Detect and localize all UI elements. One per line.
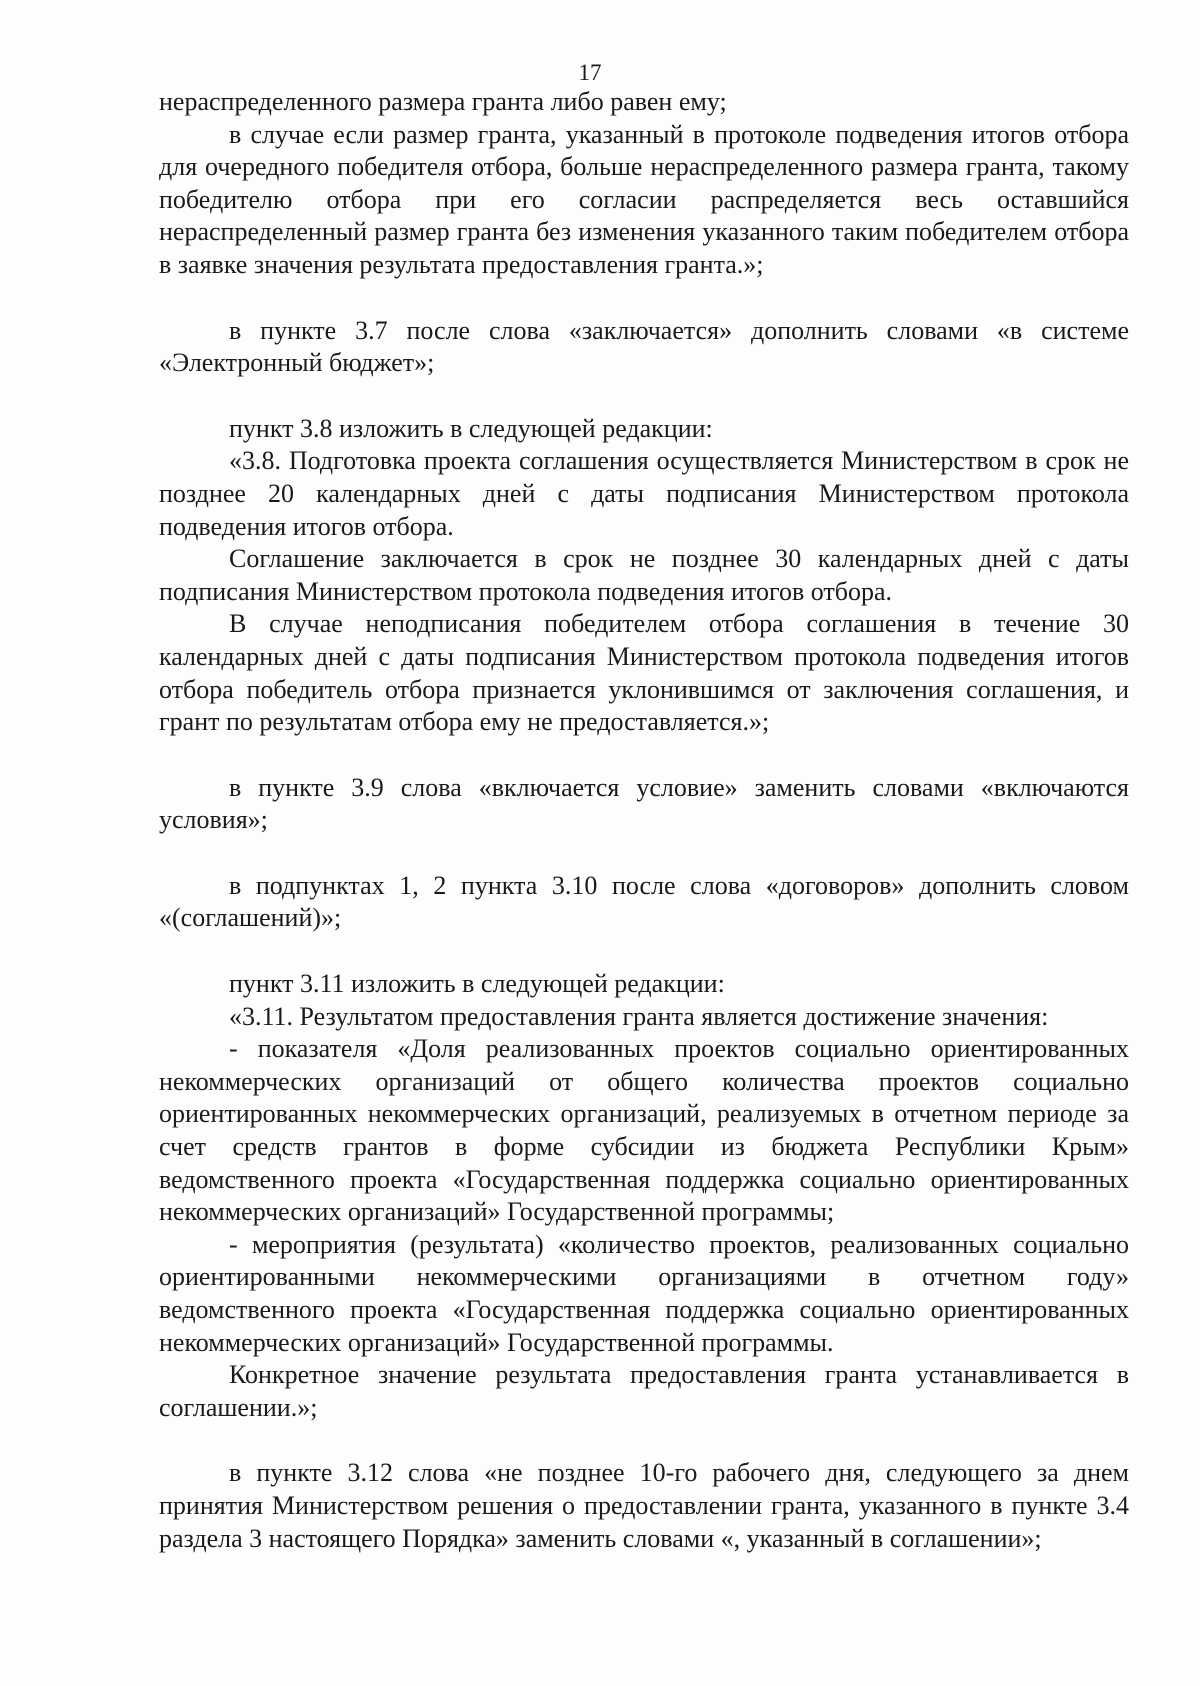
paragraph-amendment-3-7: в пункте 3.7 после слова «заключается» дополнить словами «в системе «Электронный бюджет»; (159, 315, 1129, 378)
paragraph-indicator: - показателя «Доля реализованных проектов социально ориентированных некоммерческих организаций от общего количества проектов социально ориентированных некоммерческих организаций, реализуемых в отчетном периоде за счет средств грантов в форме субсидии из бюджета Республики Крым» ведомственного проекта «Государственная поддержка социально ориентированных некоммерческих организаций» Государственной программы; (159, 1034, 1129, 1227)
paragraph-amendment-3-8-intro: пункт 3.8 изложить в следующей редакции: (229, 413, 713, 443)
paragraph-agreement-term: Соглашение заключается в срок не позднее 30 календарных дней с даты подписания Министерством протокола подведения итогов отбора. (159, 544, 1129, 606)
document-body (159, 86, 1129, 1555)
paragraph-non-signing: В случае неподписания победителем отбора соглашения в течение 30 календарных дней с даты подписания Министерством протокола подведения итогов отбора победитель отбора признается уклонившимся от заключения соглашения, и грант по результатам отбора ему не предоставляется.»; (159, 609, 1129, 737)
paragraph-3-11-text: «3.11. Результатом предоставления гранта является достижение значения: (229, 1001, 1049, 1031)
paragraph-specific-value: Конкретное значение результата предоставления гранта устанавливается в соглашении.»; (159, 1360, 1129, 1422)
paragraph-measure: - мероприятия (результата) «количество проектов, реализованных социально ориентированными некоммерческими организациями в отчетном году» ведомственного проекта «Государственная поддержка социально ориентированных некоммерческих организаций» Государственной программы. (159, 1229, 1129, 1357)
paragraph-amendment-3-11-intro: пункт 3.11 изложить в следующей редакции: (229, 969, 725, 999)
paragraph-amendment-3-12: в пункте 3.12 слова «не позднее 10-го рабочего дня, следующего за днем принятия Министерством решения о предоставлении гранта, указанного в пункте 3.4 раздела 3 настоящего Порядка» заменить словами «, указанный в соглашении»; (159, 1458, 1129, 1553)
paragraph-continuation: нераспределенного размера гранта либо равен ему; (159, 87, 727, 116)
paragraph-grant-distribution: в случае если размер гранта, указанный в протоколе подведения итогов отбора для очередного победителя отбора, больше нераспределенного размера гранта, такому победителю отбора при его согласии распределяется весь оставшийся нераспределенный размер гранта без изменения указанного таким победителем отбора в заявке значения результата предоставления гранта.»; (159, 119, 1129, 279)
paragraph-amendment-3-10: в подпунктах 1, 2 пункта 3.10 после слова «договоров» дополнить словом «(соглашений)»; (159, 870, 1129, 933)
paragraph-amendment-3-9: в пункте 3.9 слова «включается условие» заменить словами «включаются условия»; (159, 772, 1129, 835)
page-number: 17 (578, 60, 602, 85)
paragraph-3-8-text: «3.8. Подготовка проекта соглашения осуществляется Министерством в срок не позднее 20 календарных дней с даты подписания Министерством протокола подведения итогов отбора. (159, 446, 1129, 541)
